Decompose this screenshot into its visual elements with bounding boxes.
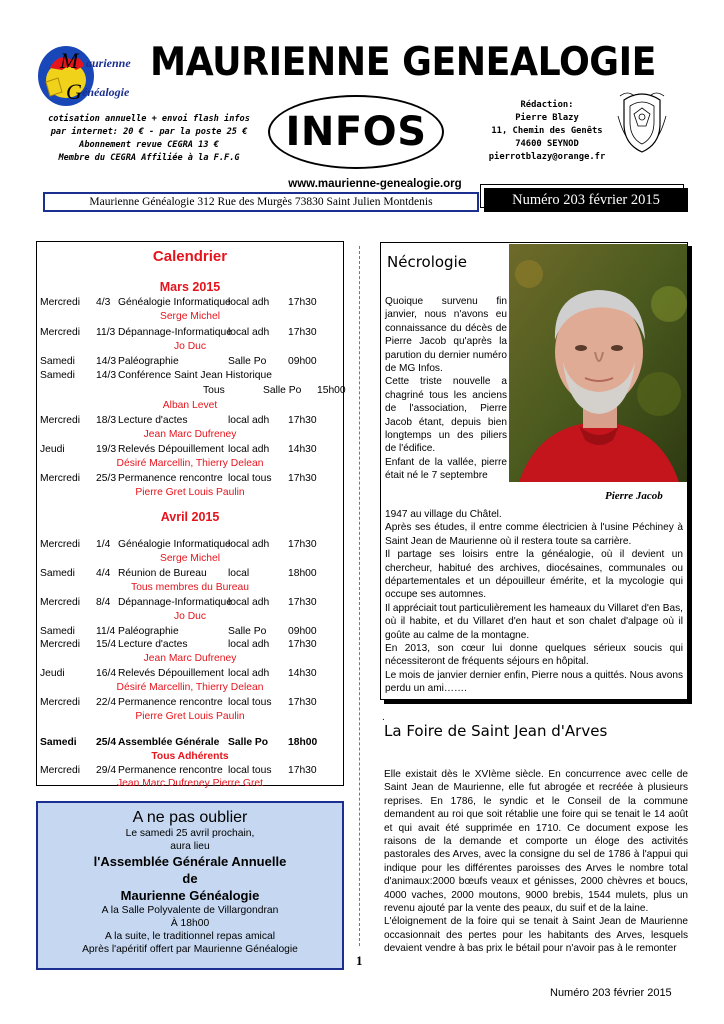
photo-caption: Pierre Jacob xyxy=(605,490,663,502)
calendar-event: Jeudi 16/4 Relevés Dépouillement local adh 14h30 xyxy=(40,668,317,679)
crest xyxy=(616,86,668,156)
reminder-heading: de xyxy=(182,871,198,886)
necrology-box xyxy=(380,242,688,700)
redaction-line: Rédaction: xyxy=(520,100,574,110)
calendar-event: Mercredi 11/3 Dépannage-Informatique local adh 17h30 xyxy=(40,327,317,338)
event-host: Désiré Marcellin, Thierry Delean xyxy=(116,458,264,469)
calendar-event: Mercredi 4/3 Généalogie Informatique local adh 17h30 xyxy=(40,297,317,308)
event-host: Jean Marc Dufreney Pierre Gret xyxy=(117,778,263,789)
reminder-line: À 18h00 xyxy=(170,918,210,929)
portrait-photo xyxy=(509,244,687,504)
paragraph: Le mois de janvier dernier enfin, Pierre nous a quittés. Nous avons perdu un ami……. xyxy=(385,669,683,695)
logo-text-1: aurienne xyxy=(86,56,131,70)
logo-text-2: énéalogie xyxy=(82,85,130,99)
event-host: Tous membres du Bureau xyxy=(131,582,249,593)
calendar-event: Mercredi 29/4 Permanence rencontre local tous 17h30 xyxy=(40,765,317,776)
calendar-title: Calendrier xyxy=(152,248,228,265)
svg-text:G: G xyxy=(66,79,82,104)
event-host: Serge Michel xyxy=(159,553,221,564)
issue-number: Numéro 203 février 2015 xyxy=(484,188,688,212)
reminder-line: Après l'apéritif offert par Maurienne Généalogie xyxy=(82,944,298,955)
column-divider xyxy=(359,246,360,946)
reminder-line: A la Salle Polyvalente de Villargondran xyxy=(101,905,279,916)
membership-info xyxy=(36,113,262,165)
paragraph: Enfant de la vallée, pierre était né le 7 septembre xyxy=(385,456,507,482)
footer-issue: Numéro 203 février 2015 xyxy=(550,987,672,999)
foire-title: La Foire de Saint Jean d'Arves xyxy=(384,722,608,740)
paragraph: Elle existait dès le XVIème siècle. En concurrence avec celle de Saint Jean de Maurienne, elle fut abrogée et recréée à plusieurs reprises. En 1786, le syndic et le Conseil de la commune demandent au roi que soit rétablie une foire qui se tenait le 14 août et qui avait été supprimée en 1710. Ce document expose les raisons de la demande et comporte un éloge des activités pastorales des Arves, avec la consigne du sel de 1786 à l'appui qui indique pour les différentes paroisses des Arves le nombre total d'animaux:2000 bœufs veaux et génisses, 2000 chèvres et boucs, 4000 vaches, 2000 moutons, 9000 brebis, 1544 mulets, plus un revenu ajouté par la vente des peaux, du suif et de la laine. xyxy=(384,769,688,915)
calendar-event-highlight: Samedi 25/4 Assemblée Générale Salle Po 18h00 xyxy=(40,737,318,748)
svg-text:M: M xyxy=(60,48,79,73)
event-host: Pierre Gret Louis Paulin xyxy=(135,487,245,498)
month-heading: Avril 2015 xyxy=(160,510,220,524)
event-host: Pierre Gret Louis Paulin xyxy=(135,711,245,722)
calendar-event: Samedi 4/4 Réunion de Bureau local 18h00 xyxy=(40,568,317,579)
website-link[interactable]: www.maurienne-genealogie.org xyxy=(288,178,462,190)
reminder-line: A la suite, le traditionnel repas amical xyxy=(105,931,275,942)
necrology-text-narrow xyxy=(385,295,507,483)
calendar-box: Calendrier Mars 2015 Mercredi 4/3 Généalogie Informatique local adh 17h30 Serge Michel Mercredi 11/3 Dépannage-Informatique local adh 17h30 Jo Duc Samedi 14/3 Paléographie Salle Po 09h00 Samedi 14/3 Conférence Saint Jean Historique Tous Salle Po 15h00 Alban Levet Mercredi 18/3 Lecture d'actes local adh 17h30 Jean Marc Dufreney Jeudi 19/3 Relevés Dépouillement local adh 14h30 Désiré Marcellin, Thierry Delean Mercredi 25/3 Permanence rencontre local tous 17h30 Pierre Gret Louis Paulin Avril 2015 Mercredi 1/4 Généalogie Informatique local adh 17h30 Serge Michel Samedi 4/4 Réunion de Bureau local 18h00 Tous membres du Bureau Mercredi 8/4 Dépannage-Informatique local adh 17h30 Jo Duc Samedi 11/4 Paléographie Salle Po 09h00 Mercredi 15/4 Lecture d'actes local adh 17h30 Jean Marc Dufreney Jeudi 16/4 Relevés Dépouillement local adh 14h30 Désiré Marcellin, Thierry Delean Mercredi 22/4 Permanence rencontre local tous 17h30 Pierre Gret Louis Paulin Samedi 25/4 Assemblée Générale Salle Po 18h00 Tous Adhérents Mercredi 29/4 Permanence rencontre local tous 17h30 Jean Marc Dufreney Pierre Gret xyxy=(36,241,344,786)
necrology-text-wide xyxy=(385,508,683,696)
paragraph: Après ses études, il entre comme électricien à l'usine Péchiney à Saint Jean de Maurienne où il restera toute sa carrière. xyxy=(385,522,683,547)
reminder-title: A ne pas oublier xyxy=(132,809,248,826)
paragraph: L'éloignement de la foire qui se tenait à Saint Jean de Maurienne occasionnait des pertes pour les habitants des Arves, lesquels devaient vendre à bas prix le bétail pour n'avoir pas à le remonter xyxy=(384,916,688,955)
paragraph: Il appréciait tout particulièrement les hameaux du Villaret d'en Bas, où il habite, et du Villaret d'en haut et son chalet d'alpage où il goûte au calme de la montagne. xyxy=(385,602,683,641)
coat-of-arms-icon xyxy=(616,86,668,156)
calendar-event: Samedi 14/3 Conférence Saint Jean Historique xyxy=(40,370,272,381)
logo xyxy=(36,38,148,110)
calendar-event: Mercredi 15/4 Lecture d'actes local adh 17h30 xyxy=(40,639,317,650)
event-host: Tous Adhérents xyxy=(151,751,229,762)
redaction-info xyxy=(478,99,616,164)
reminder-heading: l'Assemblée Générale Annuelle xyxy=(93,854,287,869)
rooster-logo-icon xyxy=(36,38,148,110)
event-host: Serge Michel xyxy=(159,311,221,322)
redaction-line: 11, Chemin des Genêts xyxy=(491,126,603,136)
event-host: Jean Marc Dufreney xyxy=(143,429,237,440)
infos-oval: INFOS xyxy=(268,95,444,169)
calendar-event: Samedi 11/4 Paléographie Salle Po 09h00 xyxy=(40,626,317,637)
event-host: Désiré Marcellin, Thierry Delean xyxy=(116,682,264,693)
paragraph: Il partage ses loisirs entre la généalogie, où il devient un chercheur, habitué des archives, diocésaines, communales ou départementales et un dépouilleur émérite, et la mycologie qui occupe ses automnes. xyxy=(385,549,683,601)
event-host: Jo Duc xyxy=(173,341,207,352)
calendar-event: Mercredi 25/3 Permanence rencontre local tous 17h30 xyxy=(40,473,317,484)
necrology-title: Nécrologie xyxy=(387,253,467,271)
paragraph: Cette triste nouvelle a chagriné tous les anciens de l'association, Pierre Jacob étant, depuis bien longtemps un des piliers de l'édifice. xyxy=(385,376,507,455)
redaction-line: Pierre Blazy xyxy=(515,113,579,123)
paragraph: En 2013, son cœur lui donne quelques sérieux soucis qui nécessiteront de fréquents séjours en hôpital. xyxy=(385,643,683,668)
foire-text xyxy=(384,768,688,956)
event-host: Alban Levet xyxy=(162,400,218,411)
membership-line: Membre du CEGRA Affiliée à la F.F.G xyxy=(58,153,240,163)
membership-line: par internet: 20 € - par la poste 25 € xyxy=(50,127,248,137)
membership-line: cotisation annuelle + envoi flash infos xyxy=(48,114,250,124)
reminder-box xyxy=(36,801,344,970)
event-host: Jo Duc xyxy=(173,611,207,622)
main-title: MAURIENNE GENEALOGIE xyxy=(150,40,656,85)
redaction-line: 74600 SEYNOD xyxy=(515,139,579,149)
calendar-event: Mercredi 1/4 Généalogie Informatique local adh 17h30 xyxy=(40,539,317,550)
calendar-event: Mercredi 22/4 Permanence rencontre local tous 17h30 xyxy=(40,697,317,708)
calendar-event: Mercredi 8/4 Dépannage-Informatique local adh 17h30 xyxy=(40,597,317,608)
membership-line: Abonnement revue CEGRA 13 € xyxy=(79,140,219,150)
calendar-event: Samedi 14/3 Paléographie Salle Po 09h00 xyxy=(40,356,317,367)
portrait-photo-icon xyxy=(509,244,687,482)
page-number: 1 xyxy=(356,953,363,968)
reminder-line: Le samedi 25 avril prochain, xyxy=(125,828,255,839)
paragraph: 1947 au village du Châtel. xyxy=(385,509,502,520)
reminder-line: aura lieu xyxy=(170,841,210,852)
redaction-email[interactable]: pierrotblazy@orange.fr xyxy=(488,152,606,162)
address-bar: Maurienne Généalogie 312 Rue des Murgès 73830 Saint Julien Montdenis xyxy=(43,192,479,212)
calendar-event: Mercredi 18/3 Lecture d'actes local adh 17h30 xyxy=(40,415,317,426)
paragraph: Quoique survenu fin janvier, nous n'avons eu connaissance du décès de Pierre Jacob qu'après la parution du dernier numéro de MG Infos. xyxy=(385,296,507,375)
reminder-heading: Maurienne Généalogie xyxy=(120,888,260,903)
calendar-event: Jeudi 19/3 Relevés Dépouillement local adh 14h30 xyxy=(40,444,317,455)
month-heading: Mars 2015 xyxy=(159,280,221,294)
event-host: Jean Marc Dufreney xyxy=(143,653,237,664)
separator-dot: . xyxy=(382,712,385,723)
